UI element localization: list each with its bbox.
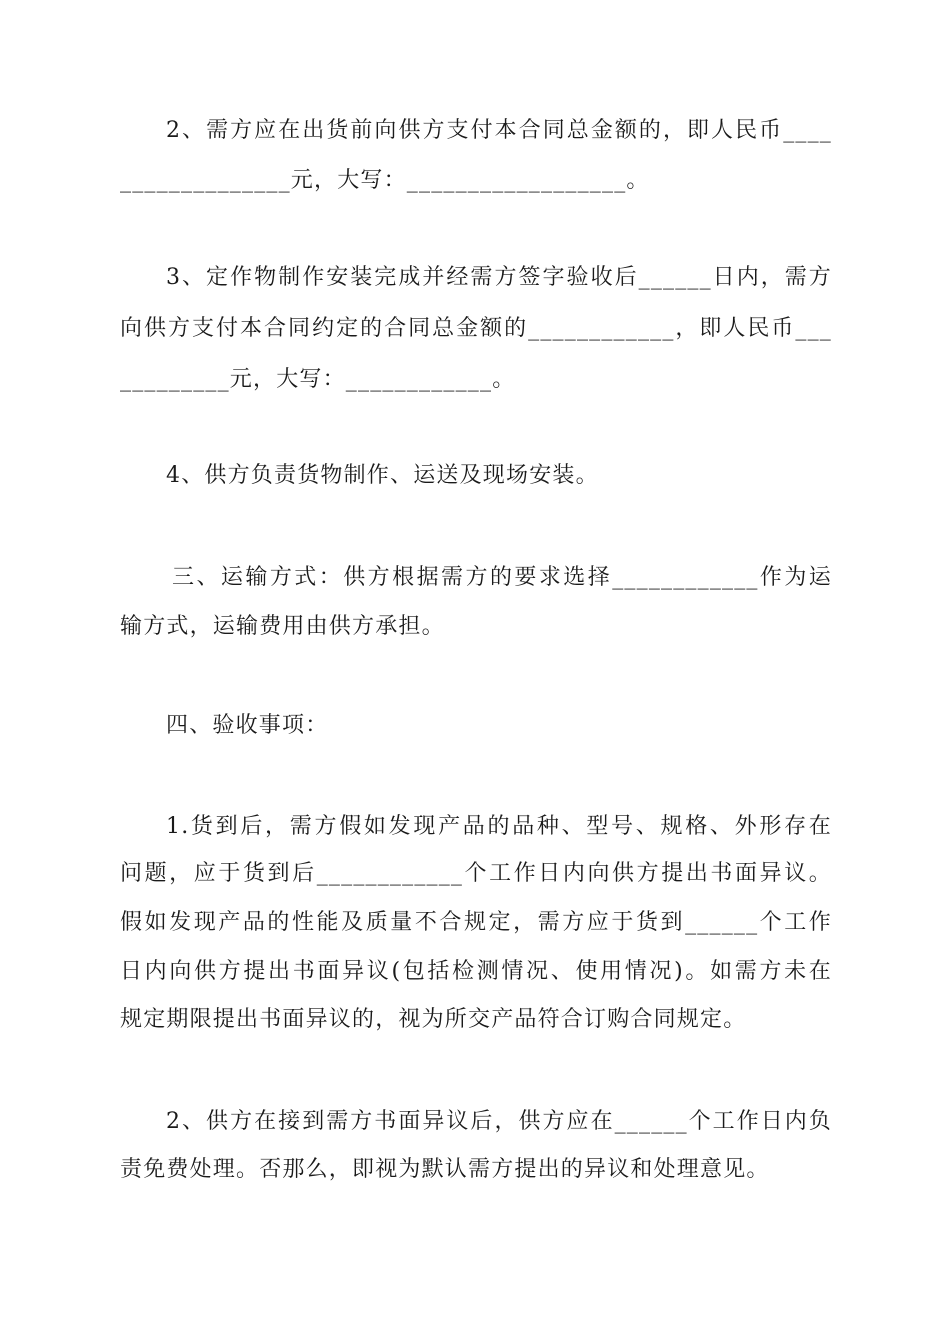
paragraph-line: 问题，应于货到后____________个工作日内向供方提出书面异议。 xyxy=(120,861,832,886)
paragraph-line: 日内向供方提出书面异议(包括检测情况、使用情况)。如需方未在 xyxy=(120,959,832,984)
paragraph-line: _________元，大写：____________。 xyxy=(120,367,516,392)
paragraph-line: 规定期限提出书面异议的，视为所交产品符合订购合同规定。 xyxy=(120,1007,747,1032)
paragraph-line: 假如发现产品的性能及质量不合规定，需方应于货到______个工作 xyxy=(120,910,832,935)
paragraph-line: ______________元，大写：__________________。 xyxy=(120,168,650,193)
paragraph-line: 2、供方在接到需方书面异议后，供方应在______个工作日内负 xyxy=(166,1109,832,1134)
paragraph-line: 1.货到后，需方假如发现产品的品种、型号、规格、外形存在 xyxy=(166,814,832,839)
paragraph-line: 三、运输方式：供方根据需方的要求选择____________作为运 xyxy=(172,565,832,590)
paragraph-line: 2、需方应在出货前向供方支付本合同总金额的，即人民币____ xyxy=(166,118,832,143)
paragraph-line: 向供方支付本合同约定的合同总金额的____________，即人民币___ xyxy=(120,316,832,341)
paragraph-line: 输方式，运输费用由供方承担。 xyxy=(120,614,445,639)
section-heading: 四、验收事项： xyxy=(166,713,329,738)
paragraph-line: 3、定作物制作安装完成并经需方签字验收后______日内，需方 xyxy=(166,265,832,290)
paragraph-line: 4、供方负责货物制作、运送及现场安装。 xyxy=(166,463,599,488)
paragraph-line: 责免费处理。否那么，即视为默认需方提出的异议和处理意见。 xyxy=(120,1157,770,1182)
